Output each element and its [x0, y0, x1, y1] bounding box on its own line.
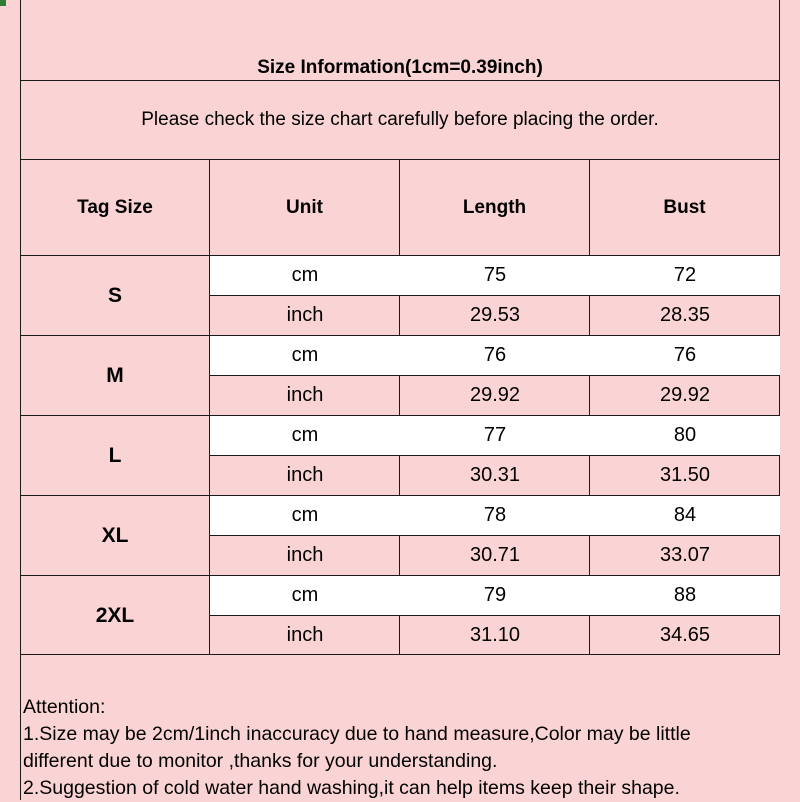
- table-row: [210, 536, 780, 575]
- header-unit: Unit: [286, 196, 323, 218]
- length-cell: 30.71: [469, 544, 521, 566]
- table-row: [210, 416, 780, 455]
- table-row: [210, 456, 780, 495]
- bust-cell: 28.35: [659, 304, 711, 326]
- attention-line: different due to monitor ,thanks for your understanding.: [23, 750, 498, 772]
- length-cell: 29.92: [469, 384, 521, 406]
- bust-cell: 31.50: [659, 464, 711, 486]
- unit-cell: cm: [291, 504, 319, 526]
- unit-cell: cm: [291, 424, 319, 446]
- attention-notes: [23, 694, 780, 802]
- length-cell: 29.53: [469, 304, 521, 326]
- unit-cell: inch: [286, 544, 324, 566]
- order-notice: Please check the size chart carefully before placing the order.: [141, 109, 659, 130]
- header-tag-size: Tag Size: [77, 196, 153, 218]
- length-cell: 75: [483, 264, 507, 286]
- attention-heading: Attention:: [23, 696, 106, 718]
- header-bust: Bust: [663, 196, 706, 218]
- corner-mark: [0, 0, 6, 6]
- bust-cell: 34.65: [659, 624, 711, 646]
- attention-line: 1.Size may be 2cm/1inch inaccuracy due to hand measure,Color may be little: [23, 723, 691, 745]
- bust-cell: 88: [673, 584, 697, 606]
- size-label: 2XL: [95, 603, 135, 627]
- attention-line: 2.Suggestion of cold water hand washing,it can help items keep their shape.: [23, 777, 680, 799]
- unit-cell: inch: [286, 304, 324, 326]
- size-label: L: [108, 443, 122, 467]
- table-row: [210, 376, 780, 415]
- unit-cell: cm: [291, 344, 319, 366]
- unit-cell: cm: [291, 584, 319, 606]
- length-cell: 31.10: [469, 624, 521, 646]
- table-row: [210, 576, 780, 615]
- bust-cell: 84: [673, 504, 697, 526]
- chart-title: Size Information(1cm=0.39inch): [257, 57, 543, 78]
- length-cell: 79: [483, 584, 507, 606]
- unit-cell: inch: [286, 464, 324, 486]
- table-row: [210, 496, 780, 535]
- length-cell: 76: [483, 344, 507, 366]
- size-label: M: [106, 363, 124, 387]
- size-label: S: [107, 283, 122, 307]
- table-row: [210, 616, 780, 655]
- bust-cell: 33.07: [659, 544, 711, 566]
- unit-cell: inch: [286, 624, 324, 646]
- unit-cell: cm: [291, 264, 319, 286]
- table-row: [210, 336, 780, 375]
- bust-cell: 80: [673, 424, 697, 446]
- bust-cell: 29.92: [659, 384, 711, 406]
- unit-cell: inch: [286, 384, 324, 406]
- header-length: Length: [462, 196, 527, 218]
- bust-cell: 72: [673, 264, 697, 286]
- length-cell: 78: [483, 504, 507, 526]
- table-row: [210, 256, 780, 295]
- length-cell: 77: [483, 424, 507, 446]
- size-label: XL: [101, 523, 129, 547]
- length-cell: 30.31: [469, 464, 521, 486]
- bust-cell: 76: [673, 344, 697, 366]
- table-row: [210, 296, 780, 335]
